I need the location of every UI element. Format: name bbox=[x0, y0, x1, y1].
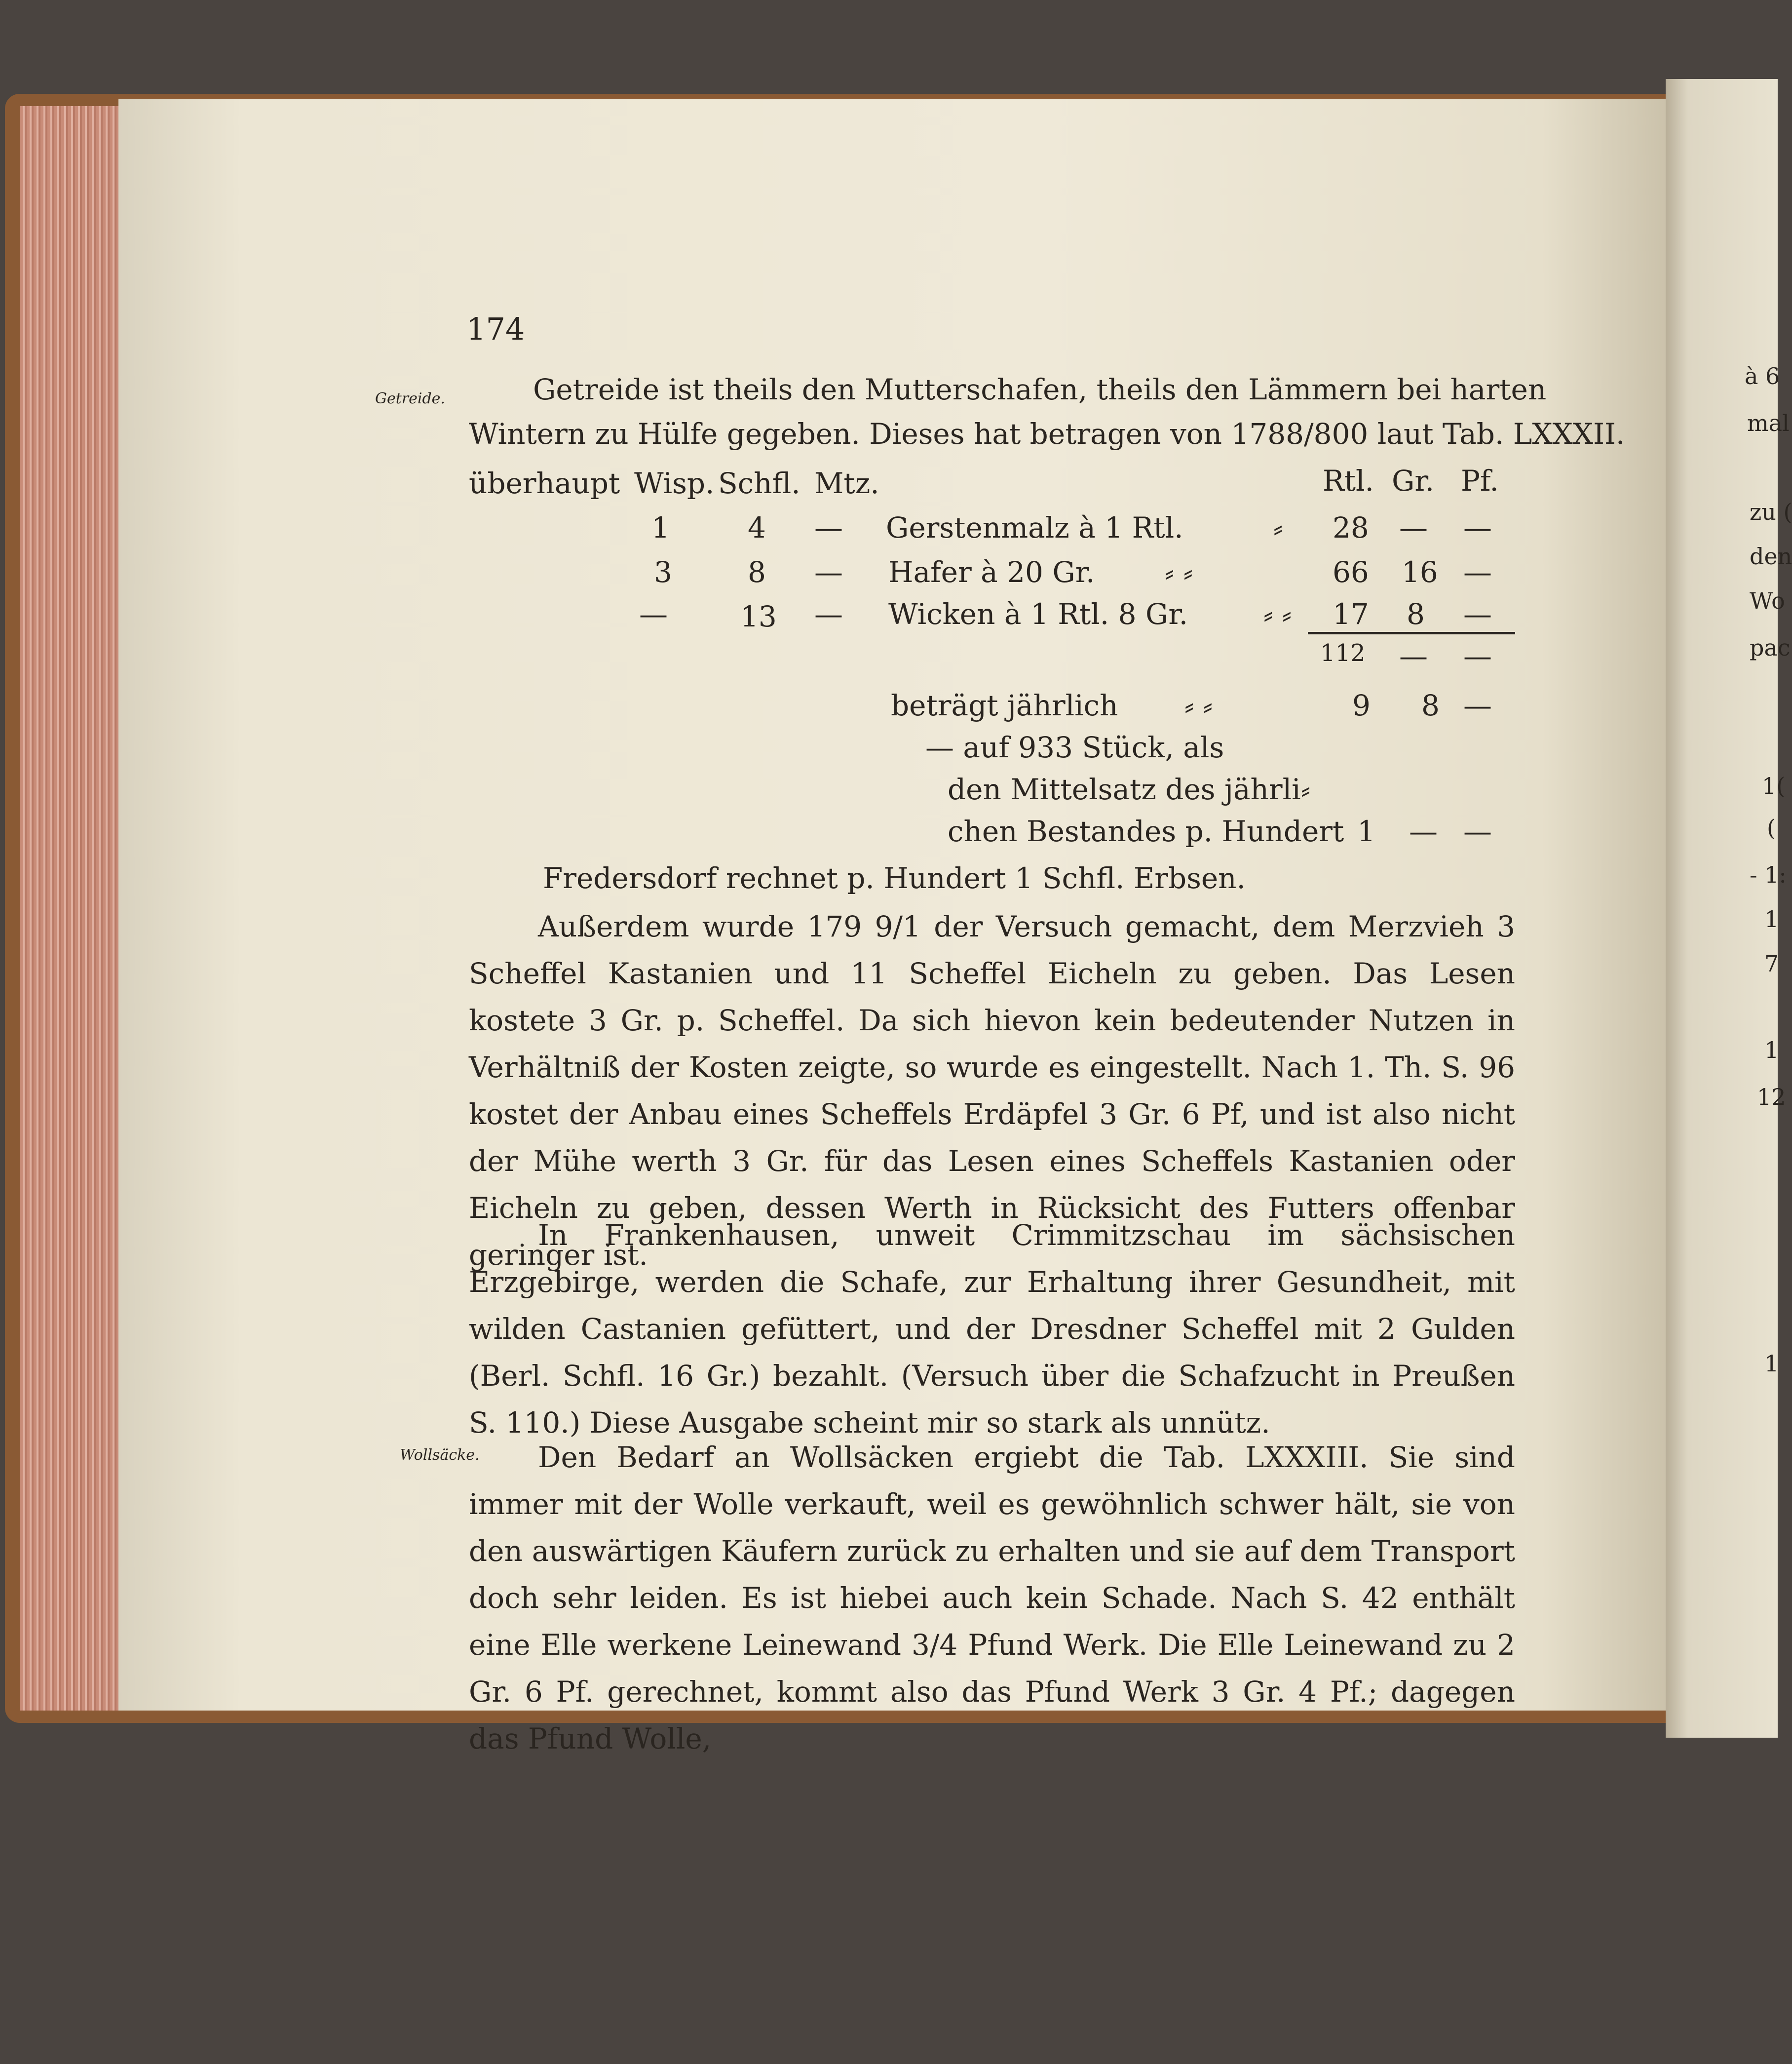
paragraph-4: Den Bedarf an Wollsäcken ergiebt die Tab. LXXXIII. Sie sind immer mit der Wolle verkauft, weil es gewöhnlich schwer hält, sie von den auswärtigen Käufern zurück zu erhalten und sie auf dem Transport doch sehr leiden. Es ist hiebei auch kein Schade. Nach S. 42 enthält eine Elle werkene Leinewand 3/4 Pfund Werk. Die Elle Leinewand zu 2 Gr. 6 Pf. gerechnet, kommt also das Pfund Werk 3 Gr. 4 Pf.; dagegen das Pfund Wolle, bbox=[469, 1441, 1515, 1755]
table-row-3-rtl: 17 bbox=[1333, 597, 1369, 631]
right-page-fragment bbox=[1666, 79, 1778, 1738]
table-total-pf: — bbox=[1463, 639, 1492, 673]
table-row-3-item: Wicken à 1 Rtl. 8 Gr. bbox=[888, 597, 1188, 631]
table-row-2-mtz: — bbox=[814, 555, 843, 589]
table-row-1-dots: ⸗ bbox=[1273, 511, 1283, 545]
table-row-2-schfl: 8 bbox=[748, 555, 766, 589]
table-row-1-gr: — bbox=[1399, 511, 1428, 545]
table-header-pf: Pf. bbox=[1461, 464, 1499, 498]
table-yearly-pf: — bbox=[1463, 689, 1492, 722]
table-row-1-wisp: 1 bbox=[651, 511, 670, 545]
table-row-3-dots: ⸗ ⸗ bbox=[1263, 597, 1292, 631]
fragment-9: - 1: bbox=[1750, 861, 1787, 888]
fragment-4: den bbox=[1750, 543, 1792, 570]
sum-rule bbox=[1308, 632, 1515, 634]
table-header-mtz: Mtz. bbox=[814, 467, 879, 500]
intro-line-1: Getreide ist theils den Mutterschafen, theils den Lämmern bei harten bbox=[533, 373, 1547, 406]
per-head-line-3: chen Bestandes p. Hundert bbox=[948, 815, 1344, 848]
paragraph-3: In Frankenhausen, unweit Crimmitzschau im sächsischen Erzgebirge, werden die Schafe, zur Erhaltung ihrer Gesundheit, mit wilden Castanien gefüttert, und der Dresdner Scheffel mit 2 Gulden (Berl. Schfl. 16 Gr.) bezahlt. (Versuch über die Schafzucht in Preußen S. 110.) Diese Ausgabe scheint mir so stark als unnütz. bbox=[469, 1218, 1515, 1440]
table-row-3-gr: 8 bbox=[1407, 597, 1425, 631]
fragment-13: 12 bbox=[1757, 1084, 1786, 1110]
table-yearly-label: beträgt jährlich bbox=[891, 689, 1118, 722]
fragment-12: 1 bbox=[1764, 1037, 1779, 1063]
table-yearly-rtl: 9 bbox=[1352, 689, 1371, 722]
table-total-rtl: 112 bbox=[1320, 639, 1366, 667]
fragment-2: mal bbox=[1747, 410, 1790, 436]
table-yearly-dots: ⸗ ⸗ bbox=[1184, 689, 1213, 722]
fragment-6: pac bbox=[1750, 634, 1791, 661]
table-row-3-schfl: 13 bbox=[740, 600, 777, 633]
fragment-14: 1 bbox=[1764, 1350, 1779, 1377]
fragment-3: zu ( bbox=[1750, 499, 1792, 525]
per-head-line-1: — auf 933 Stück, als bbox=[925, 731, 1224, 764]
page-number: 174 bbox=[466, 311, 525, 347]
table-total-gr: — bbox=[1399, 639, 1428, 673]
table-row-1-schfl: 4 bbox=[748, 511, 766, 545]
fragment-1: à 6 bbox=[1745, 363, 1780, 389]
per-head-rtl: 1 bbox=[1357, 815, 1375, 848]
table-row-2-dots: ⸗ ⸗ bbox=[1165, 555, 1193, 589]
table-header-label: überhaupt bbox=[469, 467, 620, 500]
table-row-2-wisp: 3 bbox=[654, 555, 672, 589]
table-yearly-gr: 8 bbox=[1421, 689, 1440, 722]
table-row-1-mtz: — bbox=[814, 511, 843, 545]
margin-note-wollsaecke: Wollsäcke. bbox=[400, 1446, 480, 1464]
table-row-3-mtz: — bbox=[814, 597, 843, 631]
table-row-2-rtl: 66 bbox=[1333, 555, 1369, 589]
per-head-gr: — bbox=[1409, 815, 1438, 848]
table-row-2-pf: — bbox=[1463, 555, 1492, 589]
table-row-2-item: Hafer à 20 Gr. bbox=[888, 555, 1095, 589]
table-row-1-pf: — bbox=[1463, 511, 1492, 545]
fragment-5: Wo bbox=[1750, 587, 1785, 614]
table-header-schfl: Schfl. bbox=[718, 467, 801, 500]
table-header-gr: Gr. bbox=[1392, 464, 1435, 498]
fragment-11: 7 bbox=[1764, 950, 1779, 977]
table-row-3-pf: — bbox=[1463, 597, 1492, 631]
per-head-line-2: den Mittelsatz des jährli⸗ bbox=[948, 773, 1311, 806]
margin-note-getreide: Getreide. bbox=[375, 390, 445, 407]
table-row-1-rtl: 28 bbox=[1333, 511, 1369, 545]
paragraph-1: Fredersdorf rechnet p. Hundert 1 Schfl. Erbsen. bbox=[543, 861, 1246, 895]
table-header-wisp: Wisp. bbox=[634, 467, 715, 500]
fragment-7: 1( bbox=[1762, 773, 1786, 799]
table-row-2-gr: 16 bbox=[1402, 555, 1438, 589]
paragraph-2: Außerdem wurde 179 9/1 der Versuch gemacht, dem Merzvieh 3 Scheffel Kastanien und 11 Scheffel Eicheln zu geben. Das Lesen kostete 3 Gr. p. Scheffel. Da sich hievon kein bedeutender Nutzen in Verhältniß der Kosten zeigte, so wurde es eingestellt. Nach 1. Th. S. 96 kostet der Anbau eines Scheffels Erdäpfel 3 Gr. 6 Pf, und ist also nicht der Mühe werth 3 Gr. für das Lesen eines Scheffels Kastanien oder Eicheln zu geben, dessen Werth in Rücksicht des Futters offenbar geringer ist. bbox=[469, 910, 1515, 1272]
table-row-3-wisp: — bbox=[639, 597, 668, 631]
fragment-10: 1 bbox=[1764, 906, 1779, 933]
fragment-8: ( bbox=[1767, 815, 1776, 841]
per-head-pf: — bbox=[1463, 815, 1492, 848]
table-row-1-item: Gerstenmalz à 1 Rtl. bbox=[886, 511, 1183, 545]
table-header-rtl: Rtl. bbox=[1323, 464, 1374, 498]
intro-line-2: Wintern zu Hülfe gegeben. Dieses hat betragen von 1788/800 laut Tab. LXXXII. bbox=[469, 417, 1625, 451]
